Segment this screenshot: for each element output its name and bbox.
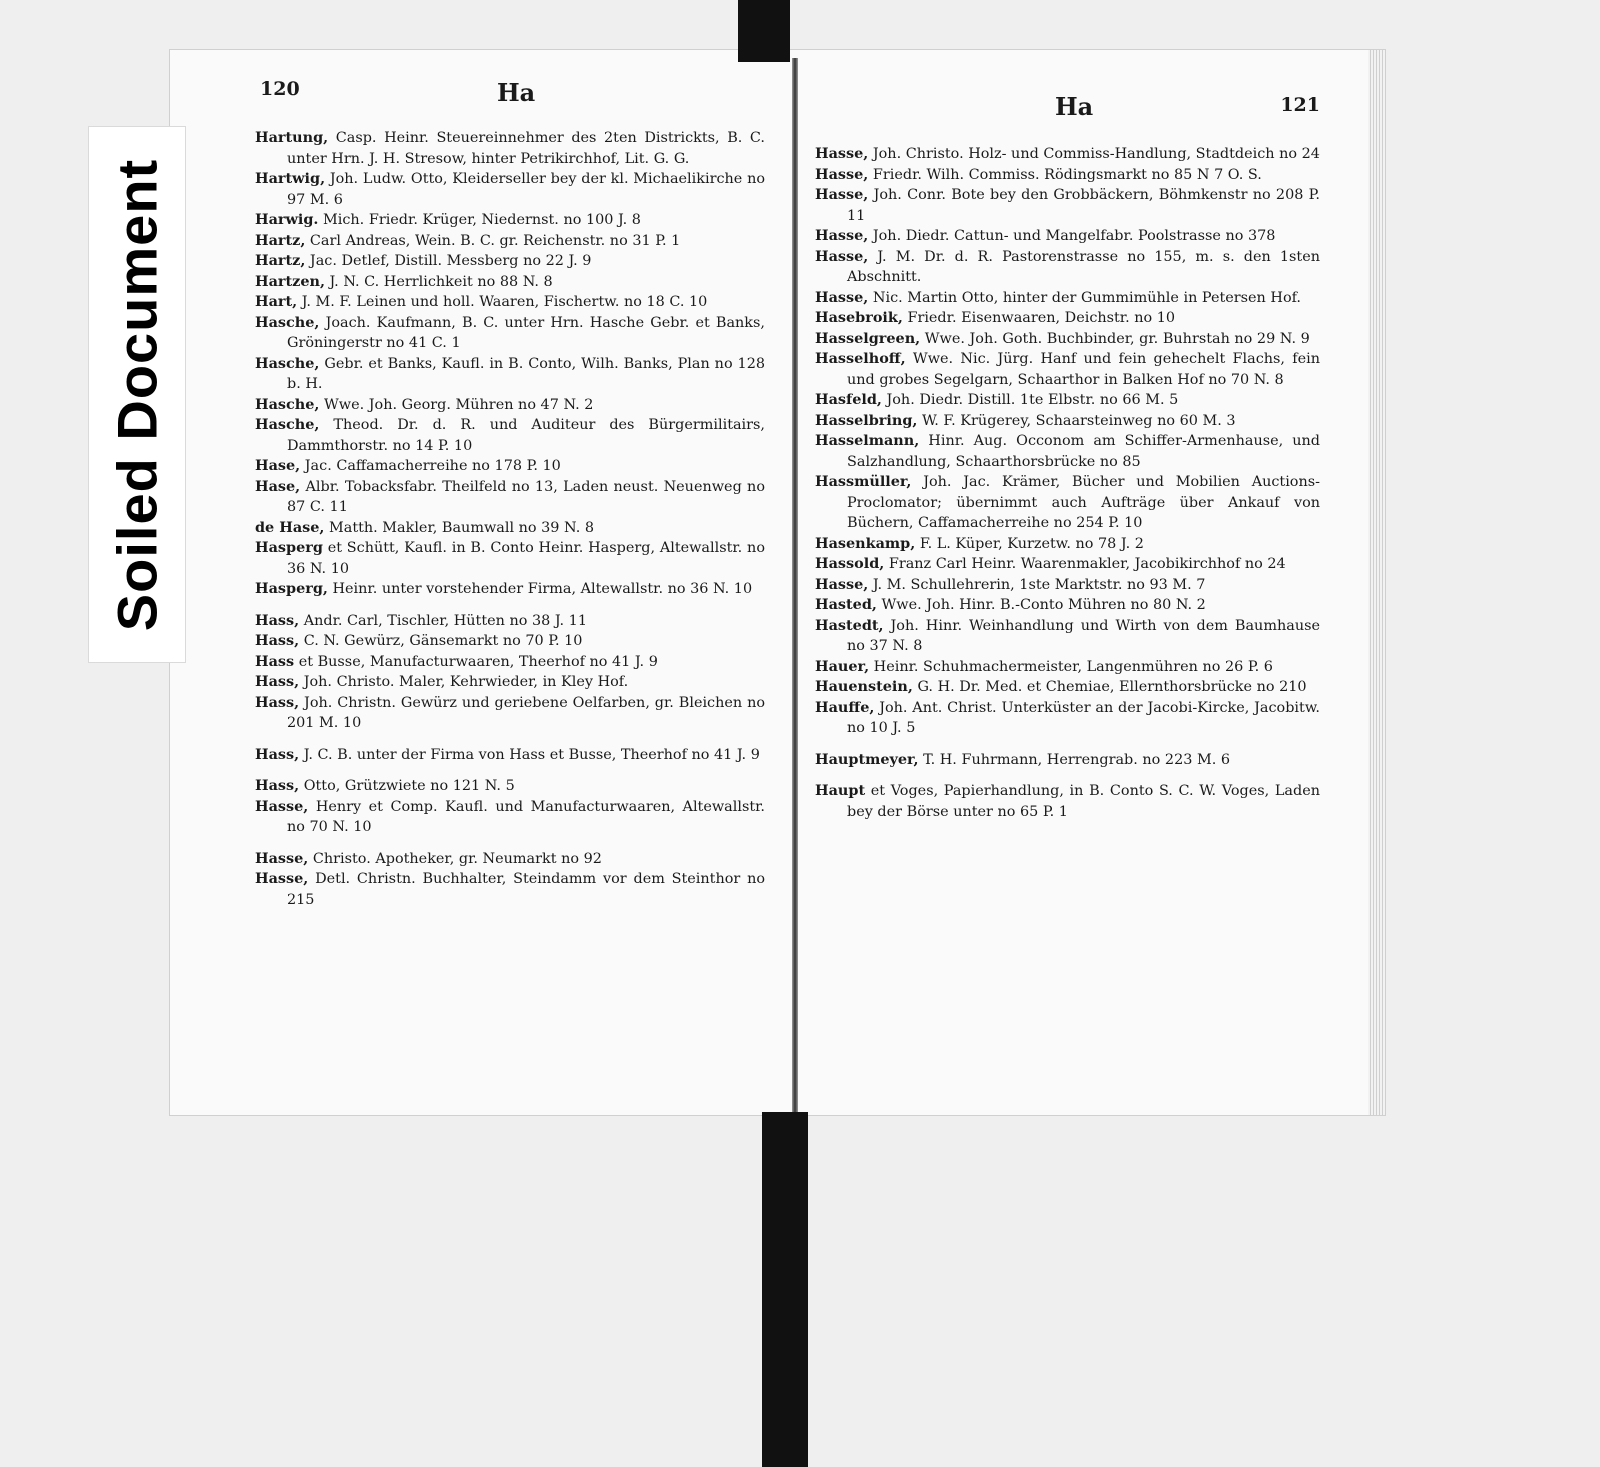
directory-entry bbox=[255, 456, 765, 477]
entry-details: Gebr. et Banks, Kaufl. in B. Conto, Wilh. Banks, Plan no 128 b. H. bbox=[287, 355, 766, 392]
directory-entry bbox=[815, 698, 1320, 739]
directory-entry bbox=[255, 395, 765, 416]
entry-details: Jac. Caffamacherreihe no 178 P. 10 bbox=[304, 458, 561, 474]
directory-entry bbox=[255, 169, 765, 210]
entry-name: Hauer, bbox=[815, 657, 870, 675]
entry-name: Hasche, bbox=[255, 416, 320, 433]
entry-details: J. M. Schullehrerin, 1ste Marktstr. no 93 M. 7 bbox=[872, 576, 1206, 593]
directory-entry bbox=[255, 415, 765, 456]
entry-details: Wwe. Joh. Georg. Mühren no 47 N. 2 bbox=[324, 396, 594, 413]
entry-details: Heinr. unter vorstehender Firma, Altewallstr. no 36 N. 10 bbox=[332, 581, 753, 597]
entry-details: Casp. Heinr. Steuereinnehmer des 2ten Districkts, B. C. unter Hrn. J. H. Stresow, hinter Petrikirchhof, Lit. G. G. bbox=[287, 130, 765, 167]
entry-name: Hasse, bbox=[815, 145, 869, 162]
clip-bottom bbox=[762, 1112, 808, 1467]
directory-entry bbox=[255, 745, 765, 766]
entry-details: J. C. B. unter der Firma von Hass et Busse, Theerhof no 41 J. 9 bbox=[303, 746, 760, 763]
entry-details: Friedr. Eisenwaaren, Deichstr. no 10 bbox=[907, 310, 1176, 326]
entry-name: Hass, bbox=[255, 777, 300, 794]
entry-name: Hasselhoff, bbox=[815, 350, 906, 367]
entry-details: W. F. Krügerey, Schaarsteinweg no 60 M. 3 bbox=[921, 412, 1236, 429]
directory-entry bbox=[255, 313, 765, 354]
directory-entry bbox=[815, 165, 1320, 186]
entry-name: Hasselbring, bbox=[815, 411, 918, 429]
entry-details: J. M. Dr. d. R. Pastorenstrasse no 155, m. s. den 1sten Abschnitt. bbox=[847, 248, 1320, 285]
entry-details: et Busse, Manufacturwaaren, Theerhof no 41 J. 9 bbox=[298, 653, 658, 670]
entry-name: Haupt bbox=[815, 782, 866, 799]
entry-name: Hasperg bbox=[255, 539, 323, 556]
entry-details: Joh. Diedr. Cattun- und Mangelfabr. Poolstrasse no 378 bbox=[872, 228, 1276, 244]
entry-details: Theod. Dr. d. R. und Auditeur des Bürgermilitairs, Dammthorstr. no 14 P. 10 bbox=[287, 417, 765, 454]
entry-name: Hasted, bbox=[815, 596, 877, 613]
entry-details: Franz Carl Heinr. Waarenmakler, Jacobikirchhof no 24 bbox=[888, 556, 1286, 572]
entry-details: Joh. Jac. Krämer, Bücher und Mobilien Auctions-Proclomator; übernimmt auch Aufträge über Ankauf von Büchern, Caffamacherreihe no 254 P. 10 bbox=[847, 474, 1320, 531]
entry-name: Hasselgreen, bbox=[815, 329, 921, 347]
entry-name: Hartwig, bbox=[255, 170, 326, 187]
directory-entry bbox=[255, 272, 765, 293]
page-number: 121 bbox=[1280, 94, 1320, 116]
entry-name: Hauenstein, bbox=[815, 678, 913, 695]
directory-entry bbox=[815, 677, 1320, 698]
entry-name: Hasche, bbox=[255, 313, 320, 331]
entry-name: Hase, bbox=[255, 477, 301, 495]
directory-entry bbox=[815, 616, 1320, 657]
entry-details: Friedr. Wilh. Commiss. Rödingsmarkt no 85 N 7 O. S. bbox=[872, 166, 1262, 183]
directory-entry bbox=[255, 611, 765, 632]
running-header: Ha bbox=[497, 78, 536, 107]
directory-entry bbox=[255, 210, 765, 231]
entry-name: Hassold, bbox=[815, 555, 885, 572]
directory-entry bbox=[255, 797, 765, 838]
entry-details: Nic. Martin Otto, hinter der Gummimühle in Petersen Hof. bbox=[872, 289, 1302, 306]
entry-details: et Voges, Papierhandlung, in B. Conto S. C. W. Voges, Laden bey der Börse unter no 65 P. 1 bbox=[847, 783, 1320, 820]
directory-entry bbox=[255, 538, 765, 579]
entry-details: Detl. Christn. Buchhalter, Steindamm vor dem Steinthor no 215 bbox=[287, 871, 766, 908]
clip-top bbox=[738, 0, 790, 62]
entry-name: Hass, bbox=[255, 632, 300, 649]
directory-entries-right bbox=[815, 144, 1320, 822]
entry-name: Hasse, bbox=[255, 849, 309, 867]
directory-entry bbox=[255, 354, 765, 395]
entry-details: G. H. Dr. Med. et Chemiae, Ellernthorsbrücke no 210 bbox=[917, 679, 1307, 695]
directory-entry bbox=[255, 292, 765, 313]
entry-details: Wwe. Nic. Jürg. Hanf und fein gehechelt Flachs, fein und grobes Segelgarn, Schaarthor in Balken Hof no 70 N. 8 bbox=[847, 351, 1320, 388]
entry-name: Hasse, bbox=[815, 227, 869, 244]
directory-entry bbox=[815, 411, 1320, 432]
directory-entry bbox=[815, 308, 1320, 329]
entry-name: Hastedt, bbox=[815, 616, 884, 634]
running-header: Ha bbox=[1055, 92, 1094, 121]
entry-name: Hass, bbox=[255, 745, 300, 763]
soiled-document-label bbox=[88, 126, 186, 663]
directory-entry bbox=[815, 781, 1320, 822]
entry-name: Hasse, bbox=[255, 870, 309, 887]
directory-entry bbox=[815, 247, 1320, 288]
entry-name: Hartung, bbox=[255, 129, 329, 146]
directory-entry bbox=[255, 693, 765, 734]
entry-name: Hasenkamp, bbox=[815, 534, 916, 552]
entry-details: Wwe. Joh. Goth. Buchbinder, gr. Buhrstah no 29 N. 9 bbox=[924, 330, 1310, 347]
entry-name: Hass, bbox=[255, 693, 300, 711]
directory-entry bbox=[255, 518, 765, 539]
directory-entry bbox=[255, 251, 765, 272]
entry-name: Hassmüller, bbox=[815, 473, 912, 490]
entry-details: Joh. Hinr. Weinhandlung und Wirth von dem Baumhause no 37 N. 8 bbox=[847, 617, 1320, 654]
right-page-header bbox=[815, 78, 1320, 121]
entry-name: Harwig. bbox=[255, 211, 319, 228]
entry-details: F. L. Küper, Kurzetw. no 78 J. 2 bbox=[919, 535, 1144, 552]
entry-details: Henry et Comp. Kaufl. und Manufacturwaaren, Altewallstr. no 70 N. 10 bbox=[287, 798, 765, 835]
entry-name: Hart, bbox=[255, 293, 298, 310]
entry-details: Wwe. Joh. Hinr. B.-Conto Mühren no 80 N. 2 bbox=[881, 597, 1206, 613]
entry-details: Joach. Kaufmann, B. C. unter Hrn. Hasche Gebr. et Banks, Gröningerstr no 41 C. 1 bbox=[287, 314, 765, 351]
directory-entry bbox=[815, 534, 1320, 555]
entry-name: Hass, bbox=[255, 673, 300, 690]
directory-entry bbox=[815, 472, 1320, 534]
entry-details: Hinr. Aug. Occonom am Schiffer-Armenhause, und Salzhandlung, Schaarthorsbrücke no 85 bbox=[847, 433, 1320, 470]
entry-name: Hasebroik, bbox=[815, 309, 903, 326]
directory-entry bbox=[815, 554, 1320, 575]
directory-entry bbox=[255, 672, 765, 693]
directory-entry bbox=[255, 652, 765, 673]
entry-details: Otto, Grützwiete no 121 N. 5 bbox=[303, 778, 515, 794]
directory-entry bbox=[815, 750, 1320, 771]
directory-entry bbox=[255, 128, 765, 169]
entry-name: Hasche, bbox=[255, 395, 320, 413]
entry-name: Hass, bbox=[255, 611, 300, 629]
directory-entry bbox=[255, 849, 765, 870]
entry-name: Hasse, bbox=[255, 797, 309, 815]
directory-entry bbox=[255, 869, 765, 910]
book-spine bbox=[792, 58, 798, 1113]
entry-details: C. N. Gewürz, Gänsemarkt no 70 P. 10 bbox=[303, 633, 583, 649]
entry-name: Hase, bbox=[255, 457, 301, 474]
directory-entry bbox=[815, 575, 1320, 596]
entry-name: Hasse, bbox=[815, 186, 869, 203]
entry-name: Hass bbox=[255, 652, 295, 670]
entry-name: Hasfeld, bbox=[815, 391, 882, 408]
entry-details: Joh. Christn. Gewürz und geriebene Oelfarben, gr. Bleichen no 201 M. 10 bbox=[287, 694, 766, 731]
directory-entry bbox=[815, 431, 1320, 472]
entry-name: Hasse, bbox=[815, 165, 869, 183]
left-page-header bbox=[255, 78, 765, 118]
directory-entry bbox=[815, 288, 1320, 309]
entry-name: Hasse, bbox=[815, 247, 869, 265]
entry-details: Joh. Ludw. Otto, Kleiderseller bey der kl. Michaelikirche no 97 M. 6 bbox=[287, 171, 765, 208]
entry-name: Hasse, bbox=[815, 288, 869, 306]
page-number: 120 bbox=[260, 78, 300, 100]
entry-details: Joh. Ant. Christ. Unterküster an der Jacobi-Kircke, Jacobitw. no 10 J. 5 bbox=[847, 699, 1321, 736]
entry-details: J. M. F. Leinen und holl. Waaren, Fischertw. no 18 C. 10 bbox=[301, 294, 708, 310]
directory-entry bbox=[255, 631, 765, 652]
entry-details: Christo. Apotheker, gr. Neumarkt no 92 bbox=[312, 850, 602, 867]
left-page bbox=[255, 78, 765, 910]
directory-entry bbox=[255, 477, 765, 518]
entry-details: Jac. Detlef, Distill. Messberg no 22 J. 9 bbox=[309, 253, 592, 269]
directory-entry bbox=[815, 226, 1320, 247]
entry-name: Hauptmeyer, bbox=[815, 750, 919, 768]
directory-entry bbox=[255, 579, 765, 600]
entry-details: Joh. Diedr. Distill. 1te Elbstr. no 66 M. 5 bbox=[886, 392, 1179, 408]
directory-entries-left bbox=[255, 128, 765, 910]
entry-details: Albr. Tobacksfabr. Theilfeld no 13, Laden neust. Neuenweg no 87 C. 11 bbox=[287, 478, 765, 515]
directory-entry bbox=[815, 390, 1320, 411]
entry-details: Mich. Friedr. Krüger, Niedernst. no 100 J. 8 bbox=[323, 212, 641, 228]
directory-entry bbox=[255, 231, 765, 252]
entry-details: et Schütt, Kaufl. in B. Conto Heinr. Hasperg, Altewallstr. no 36 N. 10 bbox=[287, 540, 765, 577]
entry-details: T. H. Fuhrmann, Herrengrab. no 223 M. 6 bbox=[923, 751, 1230, 768]
entry-name: Hauffe, bbox=[815, 698, 875, 716]
entry-details: Joh. Christo. Holz- und Commiss-Handlung, Stadtdeich no 24 bbox=[872, 146, 1320, 162]
entry-name: Hasperg, bbox=[255, 580, 328, 597]
entry-name: Hasse, bbox=[815, 575, 869, 593]
entry-details: J. N. C. Herrlichkeit no 88 N. 8 bbox=[329, 273, 553, 290]
right-page bbox=[815, 78, 1320, 822]
entry-name: Hartzen, bbox=[255, 272, 325, 290]
directory-entry bbox=[815, 144, 1320, 165]
label-text: Soiled Document bbox=[105, 158, 169, 631]
directory-entry bbox=[815, 657, 1320, 678]
entry-details: Heinr. Schuhmachermeister, Langenmühren no 26 P. 6 bbox=[873, 658, 1273, 675]
entry-name: Hasche, bbox=[255, 354, 320, 372]
directory-entry bbox=[815, 329, 1320, 350]
entry-details: Matth. Makler, Baumwall no 39 N. 8 bbox=[329, 519, 595, 536]
directory-entry bbox=[815, 595, 1320, 616]
entry-details: Joh. Christo. Maler, Kehrwieder, in Kley Hof. bbox=[303, 674, 629, 690]
directory-entry bbox=[815, 185, 1320, 226]
entry-name: Hartz, bbox=[255, 252, 306, 269]
entry-details: Andr. Carl, Tischler, Hütten no 38 J. 11 bbox=[303, 612, 587, 629]
entry-details: Joh. Conr. Bote bey den Grobbäckern, Böhmkenstr no 208 P. 11 bbox=[847, 187, 1321, 224]
directory-entry bbox=[815, 349, 1320, 390]
entry-details: Carl Andreas, Wein. B. C. gr. Reichenstr. no 31 P. 1 bbox=[309, 232, 681, 249]
directory-entry bbox=[255, 776, 765, 797]
entry-name: Hartz, bbox=[255, 231, 306, 249]
entry-name: Hasselmann, bbox=[815, 432, 920, 449]
page-stack-edge-right bbox=[1368, 50, 1386, 1115]
entry-name: de Hase, bbox=[255, 518, 325, 536]
